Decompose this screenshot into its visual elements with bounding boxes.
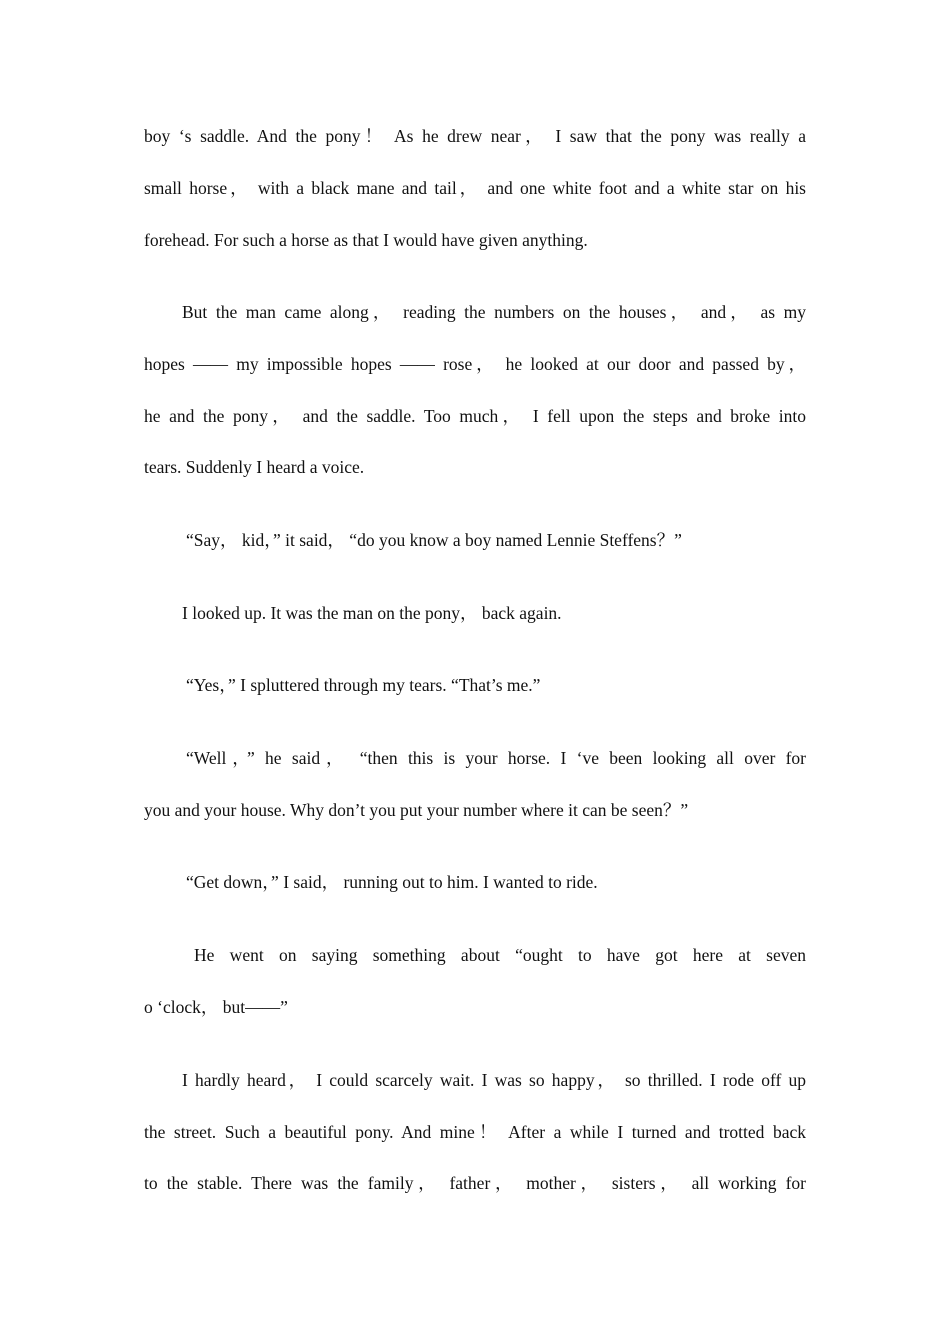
- text-line: But the man came along， reading the numbers on the houses， and， as my: [182, 302, 806, 322]
- text-line: “Well，” he said， “then this is your horse. I ‘ve been looking all over for: [186, 748, 806, 768]
- text-line: I looked up. It was the man on the pony， back again.: [182, 603, 562, 623]
- text-line: “Get down，” I said， running out to him. I wanted to ride.: [186, 872, 598, 892]
- text-line: small horse， with a black mane and tail， and one white foot and a white star on his: [144, 178, 806, 198]
- text-line: boy ‘s saddle. And the pony！ As he drew near， I saw that the pony was really a: [144, 126, 806, 146]
- text-line: hopes —— my impossible hopes —— rose， he looked at our door and passed by，: [144, 354, 806, 374]
- text-line: tears. Suddenly I heard a voice.: [144, 457, 365, 477]
- text-line: he and the pony， and the saddle. Too much， I fell upon the steps and broke into: [144, 406, 806, 426]
- text-line: forehead. For such a horse as that I would have given anything.: [144, 230, 588, 250]
- text-line: to the stable. There was the family， father， mother， sisters， all working for: [144, 1173, 806, 1193]
- text-line: you and your house. Why don’t you put your number where it can be seen？”: [144, 800, 689, 820]
- text-line: He went on saying something about “ought to have got here at seven: [194, 945, 806, 965]
- text-line: “Say， kid，” it said， “do you know a boy named Lennie Steffens？”: [186, 530, 682, 550]
- text-line: I hardly heard， I could scarcely wait. I was so happy， so thrilled. I rode off up: [182, 1070, 806, 1090]
- text-line: o ‘clock， but——”: [144, 997, 288, 1017]
- text-line: “Yes，” I spluttered through my tears. “That’s me.”: [186, 675, 541, 695]
- text-line: the street. Such a beautiful pony. And mine！ After a while I turned and trotted back: [144, 1122, 806, 1142]
